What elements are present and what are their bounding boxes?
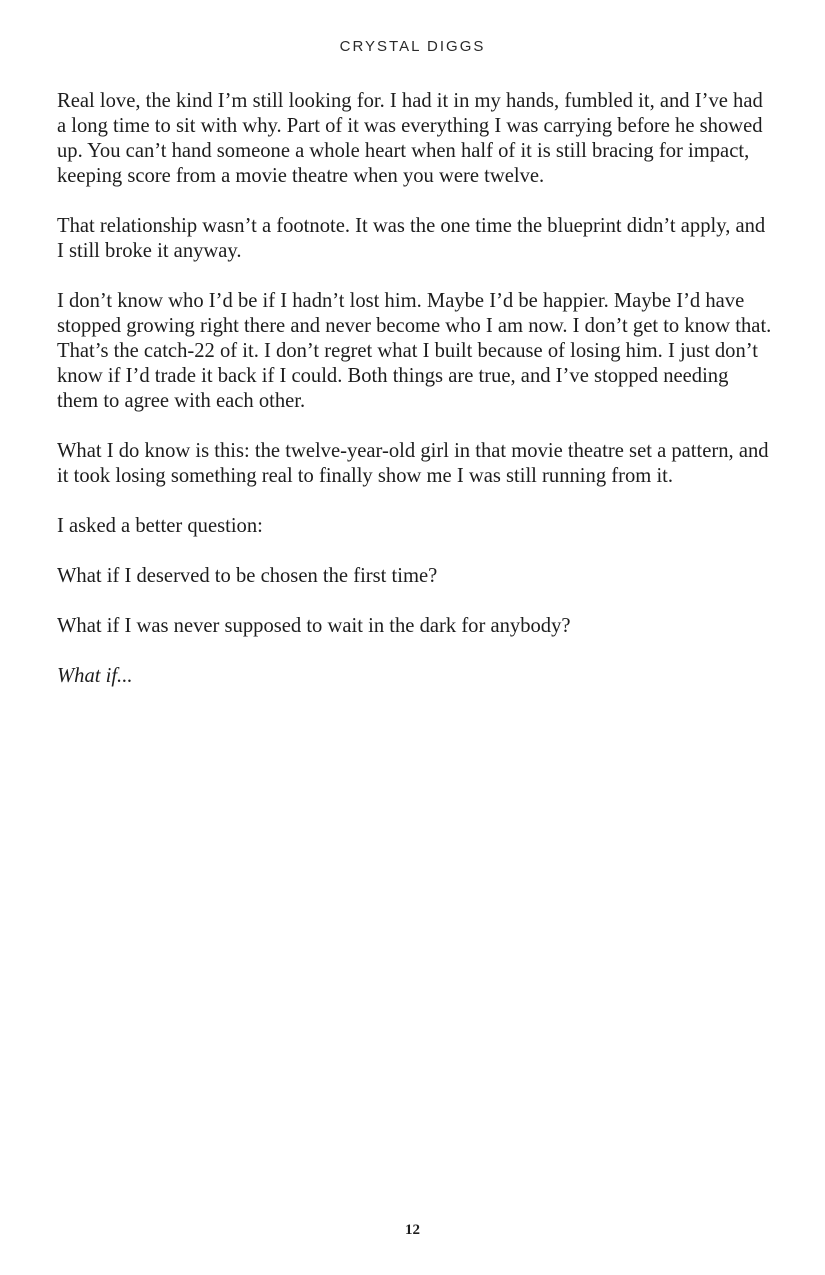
paragraph: What if I deserved to be chosen the first time? bbox=[57, 565, 438, 587]
running-header-author: CRYSTAL DIGGS bbox=[339, 38, 486, 55]
paragraph: Real love, the kind I’m still looking for. I had it in my hands, fumbled it, and I’ve had a long time to sit with why. Part of it was everything I was carrying before he showed up. You can’t hand someone a whole heart when half of it is still bracing for impact, keeping score from a movie theatre when you were twelve. bbox=[57, 90, 763, 187]
closing-italic-line: What if... bbox=[57, 665, 133, 687]
paragraph: That relationship wasn’t a footnote. It was the one time the blueprint didn’t apply, and I still broke it anyway. bbox=[57, 215, 766, 262]
paragraph: What if I was never supposed to wait in the dark for anybody? bbox=[57, 615, 571, 637]
paragraph: What I do know is this: the twelve-year-old girl in that movie theatre set a pattern, and it took losing something real to finally show me I was still running from it. bbox=[57, 440, 769, 487]
paragraph: I don’t know who I’d be if I hadn’t lost him. Maybe I’d be happier. Maybe I’d have stopped growing right there and never become who I am now. I don’t get to know that. That’s the catch-22 of it. I don’t regret what I built because of losing him. I just don’t know if I’d trade it back if I could. Both things are true, and I’ve stopped needing them to agree with each other. bbox=[57, 290, 772, 412]
page-number: 12 bbox=[405, 1222, 420, 1238]
body-text bbox=[57, 89, 772, 714]
paragraph: I asked a better question: bbox=[57, 515, 263, 537]
